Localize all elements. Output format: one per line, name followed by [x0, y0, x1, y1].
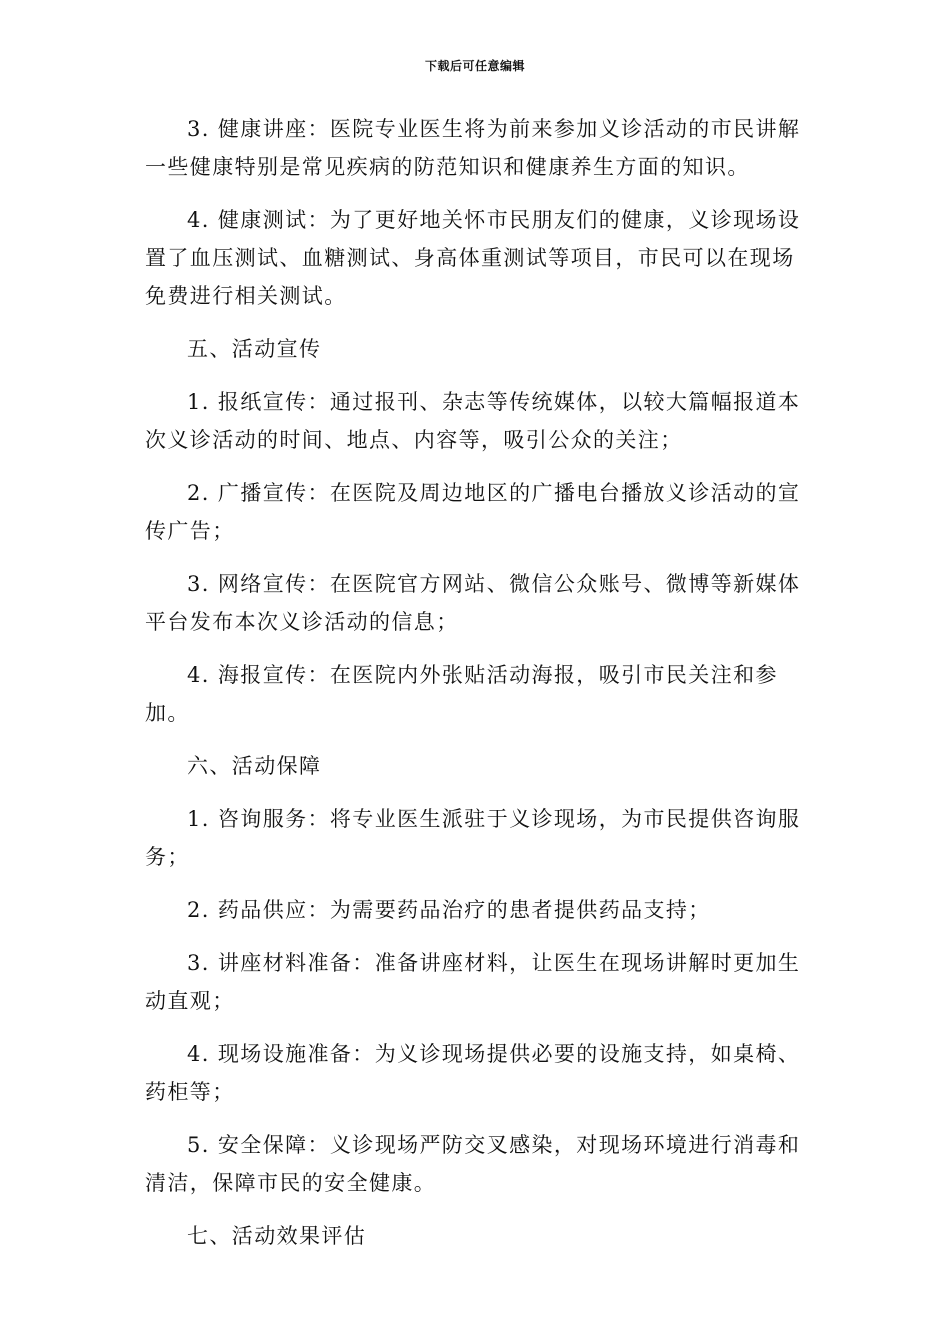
- section-heading-evaluation: 七、活动效果评估: [187, 1224, 367, 1248]
- paragraph-safety: 5. 安全保障：义诊现场严防交叉感染，对现场环境进行消毒和清洁，保障市民的安全健康。: [145, 1133, 801, 1195]
- paragraph-poster-publicity: 4. 海报宣传：在医院内外张贴活动海报，吸引市民关注和参加。: [145, 663, 778, 725]
- paragraph-online-publicity: 3. 网络宣传：在医院官方网站、微信公众账号、微博等新媒体平台发布本次义诊活动的信息；: [145, 572, 801, 634]
- paragraph-health-lecture: 3. 健康讲座：医院专业医生将为前来参加义诊活动的市民讲解一些健康特别是常见疾病的防范知识和健康养生方面的知识。: [145, 117, 801, 179]
- section-heading-publicity: 五、活动宣传: [187, 337, 322, 361]
- paragraph-newspaper-publicity: 1. 报纸宣传：通过报刊、杂志等传统媒体，以较大篇幅报道本次义诊活动的时间、地点、内容等，吸引公众的关注；: [145, 390, 801, 452]
- paragraph-medicine-supply: 2. 药品供应：为需要药品治疗的患者提供药品支持；: [187, 898, 711, 922]
- paragraph-consulting-service: 1. 咨询服务：将专业医生派驻于义诊现场，为市民提供咨询服务；: [145, 807, 801, 869]
- paragraph-lecture-materials: 3. 讲座材料准备：准备讲座材料，让医生在现场讲解时更加生动直观；: [145, 951, 801, 1013]
- paragraph-radio-publicity: 2. 广播宣传：在医院及周边地区的广播电台播放义诊活动的宣传广告；: [145, 481, 801, 543]
- section-heading-support: 六、活动保障: [187, 754, 322, 778]
- document-body: [145, 110, 815, 1270]
- paragraph-onsite-facilities: 4. 现场设施准备：为义诊现场提供必要的设施支持，如桌椅、药柜等；: [145, 1042, 801, 1104]
- paragraph-health-test: 4. 健康测试：为了更好地关怀市民朋友们的健康，义诊现场设置了血压测试、血糖测试、身高体重测试等项目，市民可以在现场免费进行相关测试。: [145, 208, 801, 308]
- page-header: 下载后可任意编辑: [424, 59, 525, 73]
